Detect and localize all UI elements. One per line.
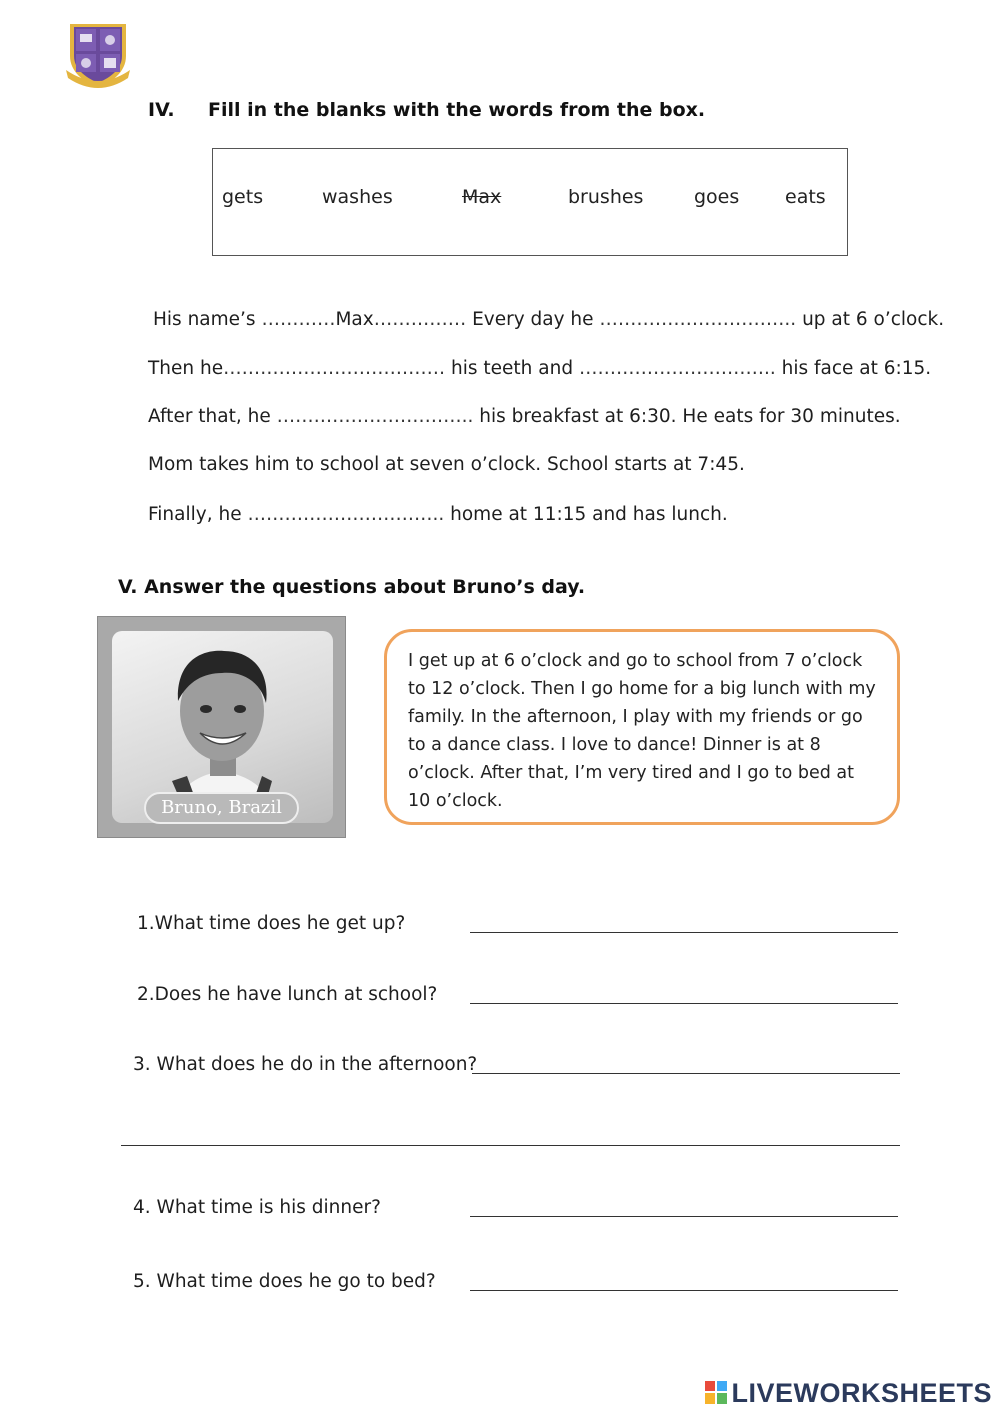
word-bank-item-gets: gets	[222, 186, 264, 208]
story-line: to a dance class. I love to dance! Dinner is at 8	[408, 735, 821, 755]
blank-field[interactable]: ……………	[373, 309, 467, 330]
sentence-1	[153, 309, 944, 330]
sentence-text: His name’s	[153, 309, 262, 330]
bruno-photo	[97, 616, 346, 838]
question-number: 4.	[133, 1197, 151, 1218]
sentence-text: up at 6 o’clock.	[796, 309, 945, 330]
question-number: 2.	[137, 984, 155, 1005]
story-line: 10 o’clock.	[408, 791, 503, 811]
photo-caption: Bruno, Brazil	[144, 792, 299, 824]
school-crest-logo	[62, 18, 134, 90]
question-3	[133, 1054, 477, 1075]
question-text: What time is his dinner?	[150, 1197, 381, 1218]
story-line: to 12 o’clock. Then I go home for a big lunch with my	[408, 679, 876, 699]
question-number: 1.	[137, 913, 155, 934]
blank-field[interactable]: …………………………..	[276, 406, 474, 427]
blank-field[interactable]: ………………………………	[223, 358, 446, 379]
sentence-text: Then he	[148, 358, 224, 379]
word-bank-item-goes: goes	[694, 186, 740, 208]
answer-line-3-continued[interactable]	[121, 1145, 900, 1146]
sentence-3	[148, 406, 901, 427]
question-text: Does he have lunch at school?	[154, 984, 438, 1005]
sentence-2	[148, 358, 931, 379]
word-bank-item-eats: eats	[785, 186, 826, 208]
question-text: What does he do in the afternoon?	[150, 1054, 478, 1075]
question-4	[133, 1197, 381, 1218]
sentence-text: Finally, he	[148, 504, 248, 525]
question-1	[137, 913, 405, 934]
sentence-text: his teeth and	[445, 358, 579, 379]
section-5-heading: V. Answer the questions about Bruno’s day.	[118, 576, 586, 598]
sentence-4	[148, 454, 745, 475]
blank-field[interactable]: …………………………..	[599, 309, 797, 330]
blank-field[interactable]: …………………………..	[578, 358, 776, 379]
sentence-text: Every day he	[466, 309, 600, 330]
story-line: family. In the afternoon, I play with my friends or go	[408, 707, 863, 727]
word-bank-item-washes: washes	[322, 186, 393, 208]
word-bank-item-max-crossed: Max	[462, 186, 502, 208]
filled-answer-max: Max	[335, 309, 374, 330]
liveworksheets-brand-text: LIVEWORKSHEETS	[731, 1377, 992, 1408]
liveworksheets-icon	[704, 1380, 728, 1406]
answer-line-5[interactable]	[470, 1290, 898, 1291]
answer-line-1[interactable]	[470, 932, 898, 933]
question-text: What time does he get up?	[154, 913, 406, 934]
section-4-instruction: Fill in the blanks with the words from the box.	[208, 99, 706, 121]
question-number: 5.	[133, 1271, 151, 1292]
sentence-text: home at 11:15 and has lunch.	[444, 504, 728, 525]
sentence-text: After that, he	[148, 406, 277, 427]
sentence-text: his breakfast at 6:30. He eats for 30 minutes.	[473, 406, 901, 427]
section-4-numeral: IV.	[148, 99, 175, 121]
question-text: What time does he go to bed?	[150, 1271, 436, 1292]
question-2	[137, 984, 437, 1005]
story-line: I get up at 6 o’clock and go to school from 7 o’clock	[408, 651, 863, 671]
answer-line-4[interactable]	[470, 1216, 898, 1217]
sentence-text: his face at 6:15.	[775, 358, 932, 379]
word-bank-item-brushes: brushes	[568, 186, 644, 208]
sentence-5	[148, 504, 728, 525]
blank-field[interactable]: …………	[261, 309, 336, 330]
question-5	[133, 1271, 436, 1292]
answer-line-3[interactable]	[472, 1073, 900, 1074]
answer-line-2[interactable]	[470, 1003, 898, 1004]
liveworksheets-logo	[704, 1378, 992, 1408]
question-number: 3.	[133, 1054, 151, 1075]
sentence-text: Mom takes him to school at seven o’clock. School starts at 7:45.	[148, 454, 745, 475]
word-bank-box	[212, 148, 848, 256]
story-line: o’clock. After that, I’m very tired and I go to bed at	[408, 763, 854, 783]
blank-field[interactable]: …………………………..	[247, 504, 445, 525]
